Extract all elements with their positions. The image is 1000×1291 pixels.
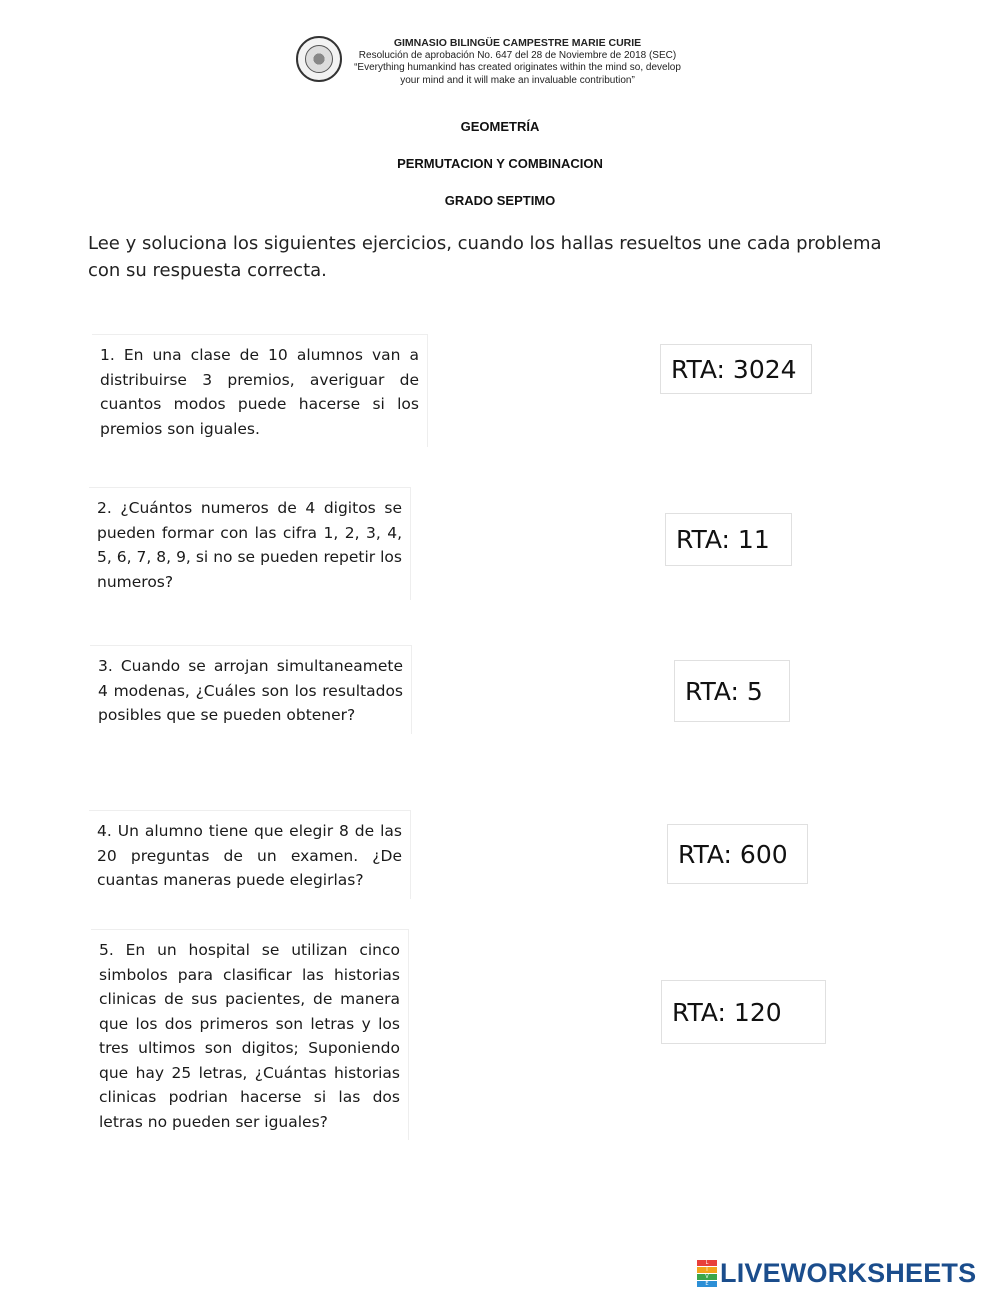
grade-title: GRADO SEPTIMO xyxy=(444,193,556,208)
school-seal-logo xyxy=(296,36,342,82)
motto-line-1: “Everything humankind has created originates within the mind so, develop xyxy=(354,62,681,73)
answer-box-4[interactable]: RTA: 600 xyxy=(667,824,808,884)
logo-text: LIVEWORKSHEETS xyxy=(720,1258,977,1288)
answer-box-3[interactable]: RTA: 5 xyxy=(674,660,790,722)
problem-4: 4. Un alumno tiene que elegir 8 de las 20 preguntas de un examen. ¿De cuantas maneras puede elegirlas? xyxy=(89,810,411,899)
answer-box-2[interactable]: RTA: 11 xyxy=(665,513,792,566)
problem-3: 3. Cuando se arrojan simultaneamete 4 modenas, ¿Cuáles son los resultados posibles que se pueden obtener? xyxy=(90,645,412,734)
motto-line-2: your mind and it will make an invaluable contribution” xyxy=(400,74,635,86)
logo-block-l: L xyxy=(697,1260,717,1266)
resolution-text: Resolución de aprobación No. 647 del 28 de Noviembre de 2018 (SEC) xyxy=(358,49,677,61)
school-name: GIMNASIO BILINGÜE CAMPESTRE MARIE CURIE xyxy=(393,37,642,49)
school-header xyxy=(345,37,690,87)
problem-2: 2. ¿Cuántos numeros de 4 digitos se pueden formar con las cifra 1, 2, 3, 4, 5, 6, 7, 8, 9, si no se pueden repetir los numeros? xyxy=(89,487,411,600)
subject-title: GEOMETRÍA xyxy=(460,119,540,134)
logo-block-v: V xyxy=(697,1274,717,1280)
problem-1: 1. En una clase de 10 alumnos van a distribuirse 3 premios, averiguar de cuantos modos puede hacerse si los premios son iguales. xyxy=(92,334,428,447)
logo-block-i: I xyxy=(697,1267,717,1273)
seal-emblem-icon xyxy=(305,45,333,73)
instructions-text: Lee y soluciona los siguientes ejercicios, cuando los hallas resueltos une cada problema con su respuesta correcta. xyxy=(88,233,882,281)
logo-block-e: E xyxy=(697,1281,717,1287)
answer-box-5[interactable]: RTA: 120 xyxy=(661,980,826,1044)
liveworksheets-logo xyxy=(697,1258,976,1289)
topic-title: PERMUTACION Y COMBINACION xyxy=(397,156,603,171)
logo-blocks-icon xyxy=(697,1260,717,1287)
problem-5: 5. En un hospital se utilizan cinco simbolos para clasificar las historias clinicas de sus pacientes, de manera que los dos primeros son letras y los tres ultimos son digitos; Suponiendo que hay 25 letras, ¿Cuántas historias clinicas podrian hacerse si las dos letras no pueden ser iguales? xyxy=(91,929,409,1140)
answer-box-1[interactable]: RTA: 3024 xyxy=(660,344,812,394)
